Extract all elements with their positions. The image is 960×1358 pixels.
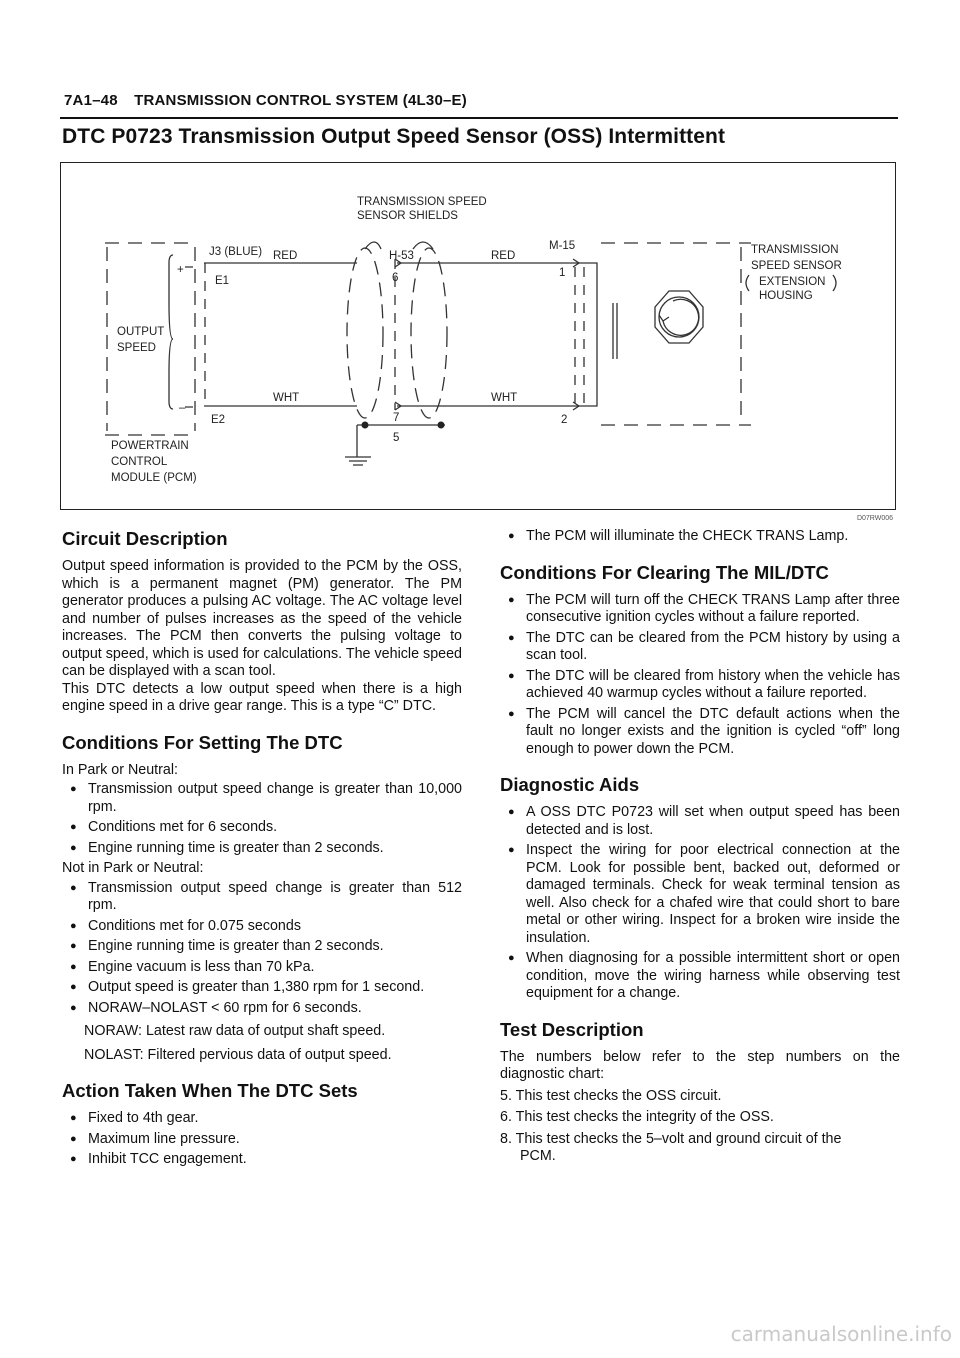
noraw-note: NORAW: Latest raw data of output shaft speed.: [84, 1023, 386, 1039]
shield-label-1: TRANSMISSION SPEED: [357, 196, 487, 208]
header-rule: [60, 117, 898, 119]
test-step-8-line-1: 8. This test checks the 5–volt and ground circuit of the: [500, 1130, 842, 1147]
minus-label: –: [179, 402, 186, 414]
test-step-8: [500, 1131, 900, 1166]
pin-e1-label: E1: [215, 275, 230, 287]
list-item: ● Fixed to 4th gear.: [88, 1110, 462, 1128]
plus-label: +: [177, 264, 184, 276]
section-title: TRANSMISSION CONTROL SYSTEM (4L30–E): [134, 92, 467, 109]
action-heading: Action Taken When The DTC Sets: [62, 1080, 358, 1101]
wire-red-right-label: RED: [491, 250, 516, 262]
pin-e2-label: E2: [211, 414, 226, 426]
pin-6-label: 6: [392, 272, 399, 284]
sensor-label-2: SPEED SENSOR: [751, 260, 842, 272]
aids-list: [500, 804, 900, 1003]
wire-red-left-label: RED: [273, 250, 298, 262]
page-title: DTC P0723 Transmission Output Speed Sensor (OSS) Intermittent: [62, 125, 726, 148]
list-item: ● The PCM will illuminate the CHECK TRANS Lamp.: [526, 528, 900, 546]
test-step-8-line-2: PCM.: [520, 1148, 556, 1164]
page-header: [64, 92, 467, 109]
circuit-paragraph-1: Output speed information is provided to the PCM by the OSS, which is a permanent magnet (PM) generator. The PM generator produces a pulsing AC voltage. The AC voltage level and number of pulses increases as the speed of the vehicle increases. The PCM then converts the pulsing voltage to output speed, which is used for calculations. The vehicle speed can be displayed with a scan tool.: [62, 558, 462, 679]
list-item: ● The DTC can be cleared from the PCM history by using a scan tool.: [526, 630, 900, 665]
housing-label-1: EXTENSION: [759, 276, 826, 288]
list-item: ● The PCM will cancel the DTC default actions when the fault no longer exists and the ignition is cycled “off” long enough to power down the PCM.: [526, 706, 900, 759]
list-item: ● Engine vacuum is less than 70 kPa.: [88, 959, 462, 977]
circuit-paragraph-2: This DTC detects a low output speed when there is a high engine speed in a drive gear range. This is a type “C” DTC.: [62, 680, 462, 714]
test-step-6: 6. This test checks the integrity of the OSS.: [500, 1109, 774, 1125]
list-item: ● A OSS DTC P0723 will set when output speed has been detected and is lost.: [526, 804, 900, 839]
j3-label: J3 (BLUE): [209, 246, 263, 258]
nolast-note: NOLAST: Filtered pervious data of output speed.: [84, 1046, 392, 1063]
right-column: [500, 528, 900, 1166]
pcm-label-2: CONTROL: [111, 456, 168, 468]
test-step-5: 5. This test checks the OSS circuit.: [500, 1087, 722, 1104]
h53-label: H-53: [389, 250, 414, 262]
m15-label: M-15: [549, 240, 576, 252]
setting-heading: Conditions For Setting The DTC: [62, 731, 343, 753]
action-list-continued: [500, 528, 900, 546]
action-list: [62, 1110, 462, 1169]
list-item: ● Output speed is greater than 1,380 rpm for 1 second.: [88, 979, 462, 997]
wiring-diagram: [60, 162, 896, 522]
clearing-heading: Conditions For Clearing The MIL/DTC: [500, 561, 829, 583]
list-item: ● The PCM will turn off the CHECK TRANS Lamp after three consecutive ignition cycles without a failure reported.: [526, 592, 900, 627]
shield-label-2: SENSOR SHIELDS: [357, 210, 458, 222]
pin-2-label: 2: [561, 414, 568, 426]
test-intro: The numbers below refer to the step numbers on the diagnostic chart:: [500, 1048, 900, 1082]
aids-heading: Diagnostic Aids: [500, 774, 640, 795]
pcm-label-3: MODULE (PCM): [111, 472, 197, 484]
housing-label-2: HOUSING: [759, 290, 813, 302]
pin-1-label: 1: [559, 267, 566, 279]
list-item: ● Conditions met for 0.075 seconds: [88, 918, 462, 936]
list-item: ● Conditions met for 6 seconds.: [88, 819, 462, 837]
pin-5-label: 5: [393, 432, 400, 444]
list-item: ● Transmission output speed change is greater than 10,000 rpm.: [88, 781, 462, 816]
wire-wht-left-label: WHT: [273, 392, 300, 404]
left-column: [62, 528, 462, 1172]
list-item: ● Maximum line pressure.: [88, 1131, 462, 1149]
sensor-label-1: TRANSMISSION: [751, 244, 839, 256]
page-number: 7A1–48: [64, 92, 118, 109]
list-item: ● When diagnosing for a possible intermittent short or open condition, move the wiring harness while observing test equipment for a change.: [526, 950, 900, 1003]
output-speed-label-1: OUTPUT: [117, 326, 165, 338]
list-item: ● Inspect the wiring for poor electrical connection at the PCM. Look for possible bent, backed out, deformed or damaged terminals. Check for weak terminal tension as well. Also check for a chafed wire that could short to bare metal or other wiring. Inspect for a broken wire inside the insulation.: [526, 842, 900, 947]
test-heading: Test Description: [500, 1018, 644, 1040]
list-item: ● The DTC will be cleared from history when the vehicle has achieved 40 warmup cycles without a failure reported.: [526, 668, 900, 703]
list-item: ● NORAW–NOLAST < 60 rpm for 6 seconds.: [88, 1000, 462, 1018]
list-item: ● Engine running time is greater than 2 seconds.: [88, 840, 462, 858]
clearing-list: [500, 592, 900, 759]
park-label: In Park or Neutral:: [62, 761, 179, 778]
pin-7-label: 7: [393, 412, 400, 424]
wire-wht-right-label: WHT: [491, 392, 518, 404]
list-item: ● Transmission output speed change is greater than 512 rpm.: [88, 880, 462, 915]
notpark-label: Not in Park or Neutral:: [62, 860, 204, 876]
wiring-diagram-svg: [61, 163, 895, 509]
figure-code: D07RW006: [856, 515, 893, 522]
circuit-heading: Circuit Description: [62, 528, 228, 549]
list-item: ● Inhibit TCC engagement.: [88, 1151, 462, 1169]
output-speed-label-2: SPEED: [117, 342, 156, 354]
pcm-label-1: POWERTRAIN: [111, 440, 189, 452]
park-list: [62, 781, 462, 857]
watermark: carmanualsonline.info: [730, 1322, 952, 1346]
notpark-list: [62, 880, 462, 1018]
list-item: ● Engine running time is greater than 2 seconds.: [88, 938, 462, 956]
